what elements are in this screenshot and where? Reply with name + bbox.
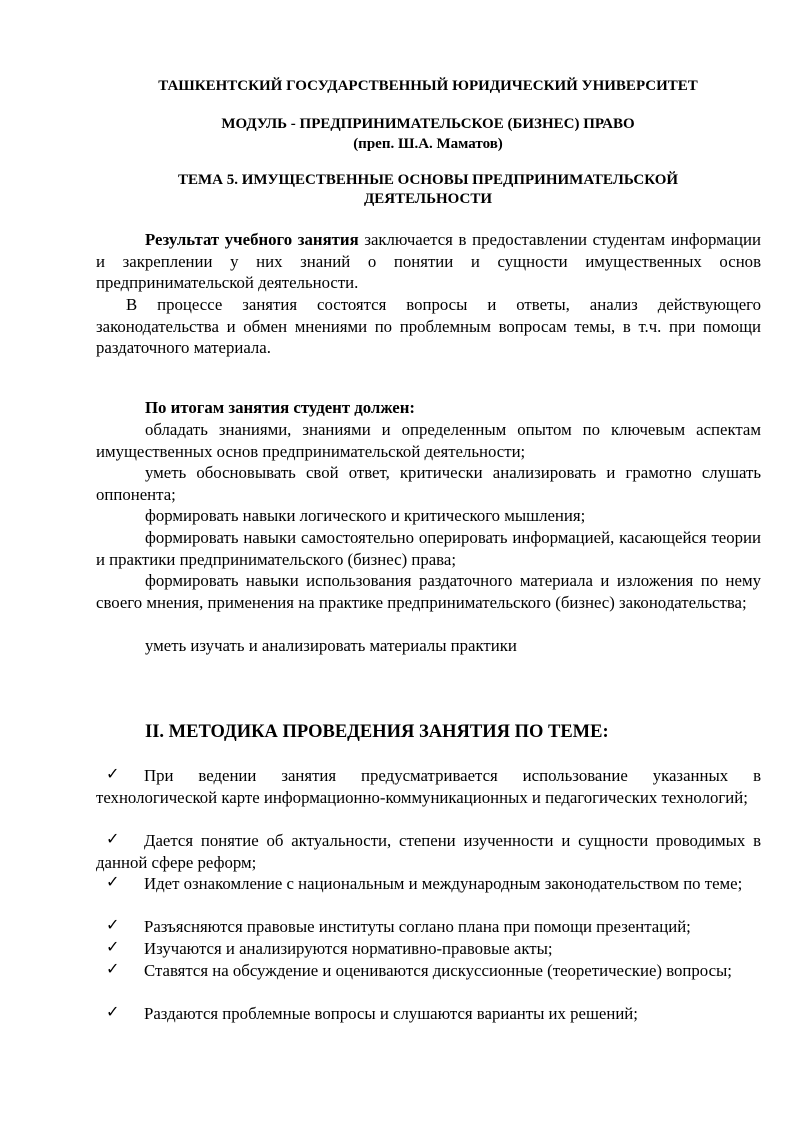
checkmark-icon: ✓ xyxy=(106,764,120,783)
methodology-heading: II. МЕТОДИКА ПРОВЕДЕНИЯ ЗАНЯТИЯ ПО ТЕМЕ: xyxy=(145,722,609,742)
checkmark-icon: ✓ xyxy=(106,915,120,934)
topic-title-line2: ДЕЯТЕЛЬНОСТИ xyxy=(363,191,493,207)
method-item-text: Изучаются и анализируются нормативно-правовые акты; xyxy=(144,939,553,958)
method-item-text: Ставятся на обсуждение и оцениваются дискуссионные (теоретические) вопросы; xyxy=(144,961,732,980)
outcome-item-5: формировать навыки использования раздаточного материала и изложения по нему своего мнения, применения на практике предпринимательского (бизнес) законодательства; xyxy=(96,571,761,612)
outcomes-heading: По итогам занятия студент должен: xyxy=(145,398,415,417)
outcome-item-2: уметь обосновывать свой ответ, критически анализировать и грамотно слушать оппонента; xyxy=(96,463,761,504)
outcome-item-4: формировать навыки самостоятельно оперировать информацией, касающейся теории и практики предпринимательского (бизнес) права; xyxy=(96,528,761,569)
method-item-text: Разъясняются правовые институты соглано плана при помощи презентаций; xyxy=(144,917,691,936)
module-title: МОДУЛЬ - ПРЕДПРИНИМАТЕЛЬСКОЕ (БИЗНЕС) ПРАВО xyxy=(221,116,635,132)
outcome-item-3: формировать навыки логического и критического мышления; xyxy=(145,506,586,525)
method-item-1 xyxy=(96,765,761,808)
teacher-name: (преп. Ш.А. Маматов) xyxy=(353,136,503,152)
method-item-6 xyxy=(96,960,761,982)
method-item-3 xyxy=(96,873,761,895)
method-item-5 xyxy=(96,938,761,960)
checkmark-icon: ✓ xyxy=(106,937,120,956)
checkmark-icon: ✓ xyxy=(106,1002,120,1021)
result-paragraph xyxy=(96,229,761,294)
process-paragraph: В процессе занятия состоятся вопросы и ответы, анализ действующего законодательства и обмен мнениями по проблемным вопросам темы, в т.ч. при помощи раздаточного материала. xyxy=(96,295,761,358)
checkmark-icon: ✓ xyxy=(106,829,120,848)
method-item-text: Идет ознакомление с национальным и международным законодательством по теме; xyxy=(144,874,743,893)
method-item-7 xyxy=(96,1003,761,1025)
method-item-text: Раздаются проблемные вопросы и слушаются варианты их решений; xyxy=(144,1004,638,1023)
result-text: заключается в предоставлении студентам информации и закреплении у них знаний о понятии и сущности имущественных основ предпринимательской деятельности. xyxy=(96,230,761,293)
checkmark-icon: ✓ xyxy=(106,872,120,891)
outcome-item-6: уметь изучать и анализировать материалы практики xyxy=(145,636,517,655)
university-title: ТАШКЕНТСКИЙ ГОСУДАРСТВЕННЫЙ ЮРИДИЧЕСКИЙ УНИВЕРСИТЕТ xyxy=(158,78,698,94)
topic-title-line1: ТЕМА 5. ИМУЩЕСТВЕННЫЕ ОСНОВЫ ПРЕДПРИНИМАТЕЛЬСКОЙ xyxy=(177,172,679,188)
result-label: Результат учебного занятия xyxy=(145,230,359,249)
method-item-2 xyxy=(96,830,761,873)
outcome-item-1: обладать знаниями, знаниями и определенным опытом по ключевым аспектам имущественных основ предпринимательской деятельности; xyxy=(96,420,761,461)
method-item-text: При ведении занятия предусматривается использование указанных в технологической карте информационно-коммуникационных и педагогических технологий; xyxy=(96,766,761,807)
method-item-text: Дается понятие об актуальности, степени изученности и сущности проводимых в данной сфере реформ; xyxy=(96,831,761,872)
method-item-4 xyxy=(96,916,761,938)
checkmark-icon: ✓ xyxy=(106,959,120,978)
